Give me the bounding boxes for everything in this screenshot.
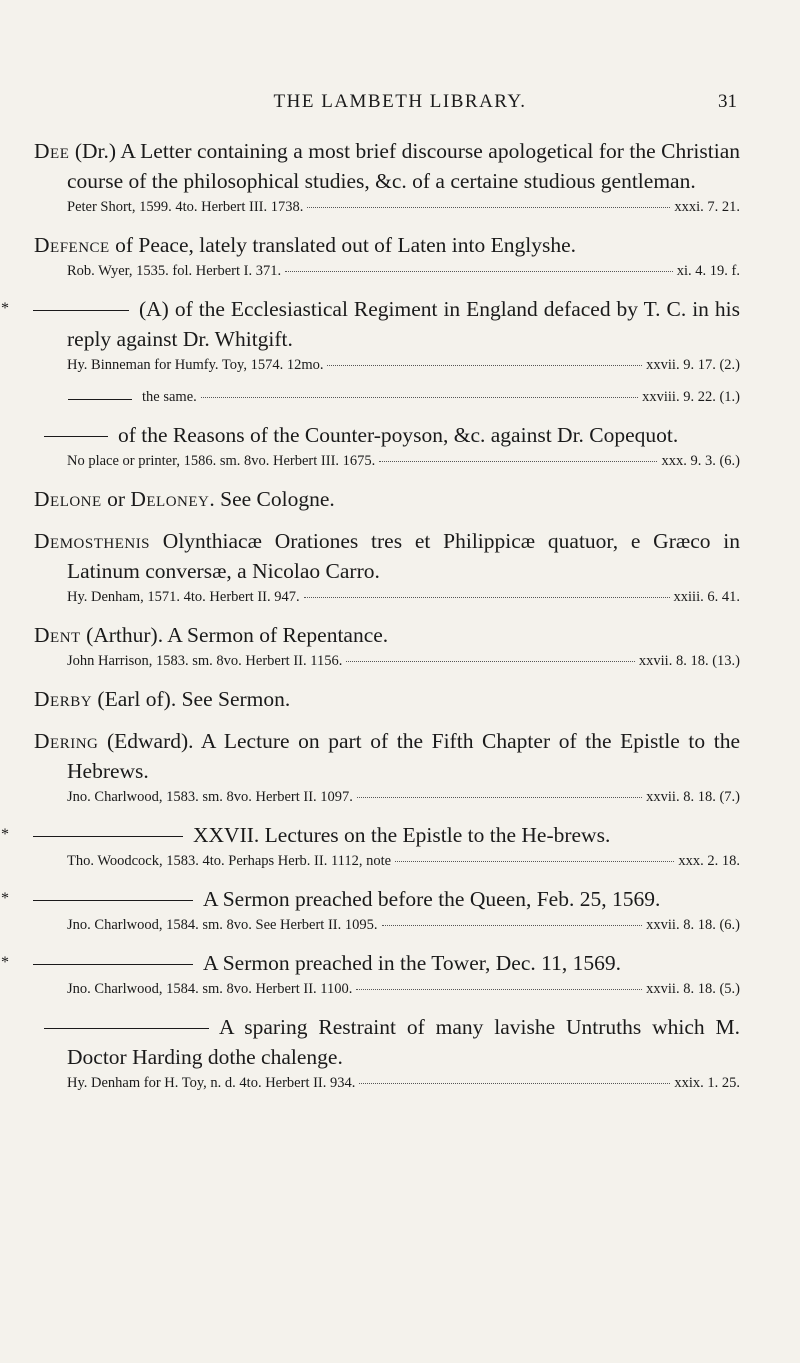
entry-xxvii-lectures: * XXVII. Lectures on the Epistle to the He-brews. Tho. Woodcock, 1583. 4to. Perhaps Herb. II. 1112, note xxx. 2. 18. bbox=[34, 820, 740, 872]
entry-heading: Demosthenis bbox=[34, 529, 151, 553]
entry-title: XXVII. Lectures on the Epistle to the He-brews. bbox=[193, 823, 611, 847]
entry-dering bbox=[34, 726, 740, 808]
entry-title: or bbox=[101, 487, 131, 511]
entry-reference: xxvii. 8. 18. (6.) bbox=[646, 917, 740, 933]
entry-title: of the Reasons of the Counter-poyson, &c. against Dr. Copequot. bbox=[118, 423, 679, 447]
entry-imprint: John Harrison, 1583. sm. 8vo. Herbert II. 1156. bbox=[67, 653, 343, 669]
dot-leader bbox=[359, 1083, 670, 1084]
entry-title: of Peace, lately translated out of Laten into Englyshe. bbox=[109, 233, 576, 257]
entry-title: A Sermon preached before the Queen, Feb. 25, 1569. bbox=[203, 887, 661, 911]
entry-heading: Delone bbox=[34, 487, 102, 511]
entry-imprint: Peter Short, 1599. 4to. Herbert III. 1738. bbox=[67, 199, 304, 215]
dot-leader bbox=[327, 365, 642, 366]
entry-title: (A) of the Ecclesiastical Regiment in England defaced by T. C. in his reply against Dr. Whitgift. bbox=[67, 297, 740, 351]
page-number: 31 bbox=[718, 91, 737, 112]
dot-leader bbox=[304, 597, 670, 598]
entry-reference: xxvii. 8. 18. (5.) bbox=[646, 981, 740, 997]
ditto-rule bbox=[44, 1028, 209, 1029]
ditto-rule bbox=[44, 436, 108, 437]
entry-counter-poyson bbox=[34, 420, 740, 472]
entry-title: A sparing Restraint of many lavishe Untruths which M. Doctor Harding dothe chalenge. bbox=[67, 1015, 740, 1069]
dot-leader bbox=[346, 661, 635, 662]
entry-heading: Defence bbox=[34, 233, 110, 257]
entry-heading: Dent bbox=[34, 623, 81, 647]
entry-imprint: the same. bbox=[142, 389, 197, 405]
entry-imprint: Hy. Denham for H. Toy, n. d. 4to. Herbert II. 934. bbox=[67, 1075, 356, 1091]
entry-list bbox=[1, 136, 740, 1094]
entry-title: A Sermon preached in the Tower, Dec. 11, 1569. bbox=[203, 951, 621, 975]
entry-heading: Dee bbox=[34, 139, 70, 163]
dot-leader bbox=[357, 797, 642, 798]
entry-imprint: Hy. Denham, 1571. 4to. Herbert II. 947. bbox=[67, 589, 300, 605]
ditto-rule bbox=[68, 399, 132, 400]
entry-heading-alt: Deloney bbox=[130, 487, 210, 511]
entry-reference: xxx. 2. 18. bbox=[678, 853, 740, 869]
entry-reference: xxvii. 9. 17. (2.) bbox=[646, 357, 740, 373]
entry-title: (Arthur). A Sermon of Repentance. bbox=[80, 623, 389, 647]
dot-leader bbox=[201, 397, 638, 398]
entry-derby bbox=[34, 684, 740, 714]
entry-reference: xxvii. 8. 18. (7.) bbox=[646, 789, 740, 805]
entry-title: (Edward). A Lecture on part of the Fifth Chapter of the Epistle to the Hebrews. bbox=[67, 729, 740, 783]
dot-leader bbox=[307, 207, 670, 208]
entry-heading: Derby bbox=[34, 687, 93, 711]
entry-imprint: No place or printer, 1586. sm. 8vo. Herbert III. 1675. bbox=[67, 453, 376, 469]
entry-demosthenis bbox=[34, 526, 740, 608]
entry-title: Olynthiacæ Orationes tres et Philippicæ quatuor, e Græco in Latinum conversæ, a Nicolao Carro. bbox=[67, 529, 740, 583]
entry-reference: xxiii. 6. 41. bbox=[673, 589, 740, 605]
ditto-rule bbox=[33, 836, 183, 837]
ditto-rule bbox=[33, 900, 193, 901]
entry-sermon-tower: * A Sermon preached in the Tower, Dec. 11, 1569. Jno. Charlwood, 1584. sm. 8vo. Herbert II. 1100. xxvii. 8. 18. (5.) bbox=[34, 948, 740, 1000]
dot-leader bbox=[356, 989, 642, 990]
entry-heading: Dering bbox=[34, 729, 99, 753]
ditto-rule bbox=[33, 964, 193, 965]
entry-imprint: Hy. Binneman for Humfy. Toy, 1574. 12mo. bbox=[67, 357, 324, 373]
entry-dee bbox=[34, 136, 740, 218]
entry-sparing-restraint bbox=[34, 1012, 740, 1094]
entry-imprint: Jno. Charlwood, 1583. sm. 8vo. Herbert II. 1097. bbox=[67, 789, 353, 805]
entry-reference: xxix. 1. 25. bbox=[674, 1075, 740, 1091]
dot-leader bbox=[395, 861, 674, 862]
entry-reference: xi. 4. 19. f. bbox=[676, 263, 740, 279]
ditto-rule bbox=[33, 310, 129, 311]
entry-imprint: Rob. Wyer, 1535. fol. Herbert I. 371. bbox=[67, 263, 282, 279]
entry-cross-reference: (Earl of). See Sermon. bbox=[92, 687, 291, 711]
entry-reference: xxxi. 7. 21. bbox=[674, 199, 740, 215]
entry-cross-reference: . See Cologne. bbox=[209, 487, 335, 511]
entry-title: (Dr.) A Letter containing a most brief discourse apologetical for the Christian course of the philosophical studies, &c. of a certaine studious gentleman. bbox=[67, 139, 740, 193]
dot-leader bbox=[382, 925, 643, 926]
entry-defence bbox=[34, 230, 740, 282]
entry-ecclesiastical-regiment: * (A) of the Ecclesiastical Regiment in England defaced by T. C. in his reply against Dr. Whitgift. Hy. Binneman for Humfy. Toy, 1574. 12mo. xxvii. 9. 17. (2.) the same. xxviii. 9. 22. (1.) bbox=[34, 294, 740, 408]
entry-imprint: Jno. Charlwood, 1584. sm. 8vo. See Herbert II. 1095. bbox=[67, 917, 378, 933]
entry-imprint: Tho. Woodcock, 1583. 4to. Perhaps Herb. II. 1112, note bbox=[67, 853, 392, 869]
entry-delone bbox=[34, 484, 740, 514]
entry-imprint: Jno. Charlwood, 1584. sm. 8vo. Herbert II. 1100. bbox=[67, 981, 353, 997]
dot-leader bbox=[379, 461, 657, 462]
page-header bbox=[0, 91, 800, 115]
running-title: THE LAMBETH LIBRARY. bbox=[273, 91, 527, 112]
dot-leader bbox=[285, 271, 673, 272]
entry-sermon-queen: * A Sermon preached before the Queen, Feb. 25, 1569. Jno. Charlwood, 1584. sm. 8vo. See Herbert II. 1095. xxvii. 8. 18. (6.) bbox=[34, 884, 740, 936]
entry-dent bbox=[34, 620, 740, 672]
entry-reference: xxviii. 9. 22. (1.) bbox=[642, 389, 740, 405]
entry-reference: xxvii. 8. 18. (13.) bbox=[638, 653, 740, 669]
entry-reference: xxx. 9. 3. (6.) bbox=[661, 453, 740, 469]
